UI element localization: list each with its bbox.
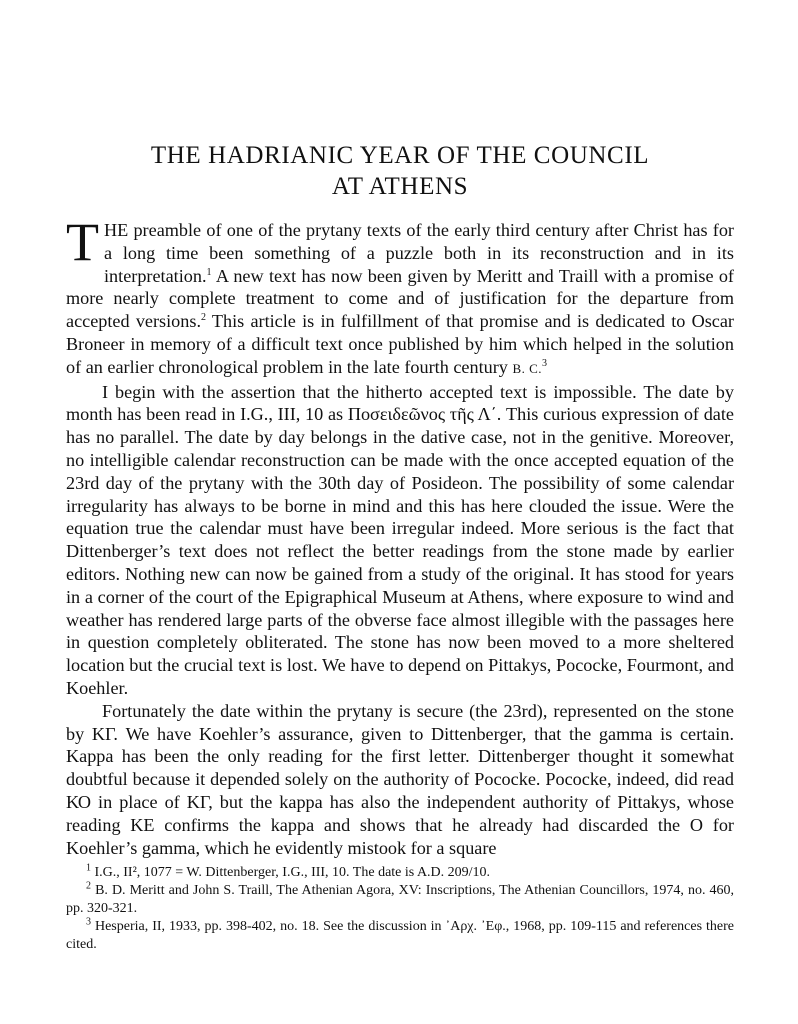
footnotes — [66, 864, 734, 954]
footnote-text: Hesperia, II, 1933, pp. 398-402, no. 18. See the discussion in ᾿Αρχ. ᾿Εφ., 1968, pp. 109-115 and references there cited. — [66, 919, 735, 952]
footnote-text: I.G., II², 1077 = W. Dittenberger, I.G., III, 10. The date is A.D. 209/10. — [94, 865, 491, 880]
paragraph-1-text-b: A new text has now been given by Meritt and Traill with a promise of more nearly complete treatment to come and of justification for the departure from accepted versions. — [66, 265, 734, 332]
page-title — [66, 140, 734, 202]
footnote-ref-1[interactable]: 1 — [206, 266, 212, 278]
footnote-text: B. D. Meritt and John S. Traill, The Athenian Agora, XV: Inscriptions, The Athenian Councillors, 1974, no. 460, pp. 320-321. — [66, 883, 735, 916]
paragraph-1 — [66, 212, 734, 381]
footnote-ref-2[interactable]: 2 — [201, 312, 206, 324]
footnote-1 — [66, 864, 734, 882]
title-line-1: THE HADRIANIC YEAR OF THE COUNCIL — [150, 142, 650, 169]
paragraph-2: I begin with the assertion that the hitherto accepted text is impossible. The date by month has been read in I.G., III, 10 as Ποσειδεῶνος τῆς Λ΄. This curious expression of date has no parallel. The date by day belongs in the dative case, not in the genitive. Moreover, no intelligible calendar reconstruction can be made with the once accepted equation of the 23rd day of the prytany with the 30th day of Posideon. The possibility of some calendar irregularity has always to be borne in mind and this has here clouded the issue. Were the equation true the calendar must have been irregular indeed. More serious is the fact that Dittenberger’s text does not reflect the better readings from the stone made by earlier editors. Nothing new can now be gained from a study of the original. It has stood for years in a corner of the court of the Epigraphical Museum at Athens, where exposure to wind and weather has rendered large parts of the obverse face almost illegible with the passages here in question completely obliterated. The stone has now been moved to a more sheltered location but the crucial text is lost. We have to depend on Pittakys, Pococke, Fourmont, and Koehler. — [66, 381, 734, 698]
drop-cap: T — [66, 212, 99, 272]
footnote-2 — [66, 882, 734, 918]
paragraph-1-text-c: This article is in fulfillment of that promise and is dedicated to Oscar Broneer in memory of a difficult text once published by him which helped in the solution of an earlier chronological problem in the late fourth century — [66, 311, 734, 377]
article — [66, 140, 734, 859]
paragraph-3: Fortunately the date within the prytany is secure (the 23rd), represented on the stone by ΚΓ. We have Koehler’s assurance, given to Dittenberger, that the gamma is certain. Kappa has been the only reading for the first letter. Dittenberger thought it somewhat doubtful because it depended solely on the authority of Pococke. Pococke, indeed, did read ΚΟ in place of ΚΓ, but the kappa has also the independent authority of Pittakys, whose reading ΚΕ confirms the kappa and shows that he already had discarded the Ο for Koehler’s gamma, which he evidently mistook for a square — [66, 700, 734, 858]
era-abbrev: B. C. — [512, 360, 543, 376]
footnote-number: 2 — [86, 880, 91, 892]
footnote-3 — [66, 918, 734, 954]
footnote-ref-3[interactable]: 3 — [542, 357, 548, 369]
title-line-2: AT ATHENS — [331, 173, 469, 200]
footnote-number: 1 — [86, 862, 91, 874]
paragraph-1-text-a: HE preamble of one of the prytany texts of the early third century after Christ has for a long time been something of a puzzle both in its reconstruction and in its interpretation. — [104, 220, 734, 286]
footnote-number: 3 — [86, 916, 91, 928]
